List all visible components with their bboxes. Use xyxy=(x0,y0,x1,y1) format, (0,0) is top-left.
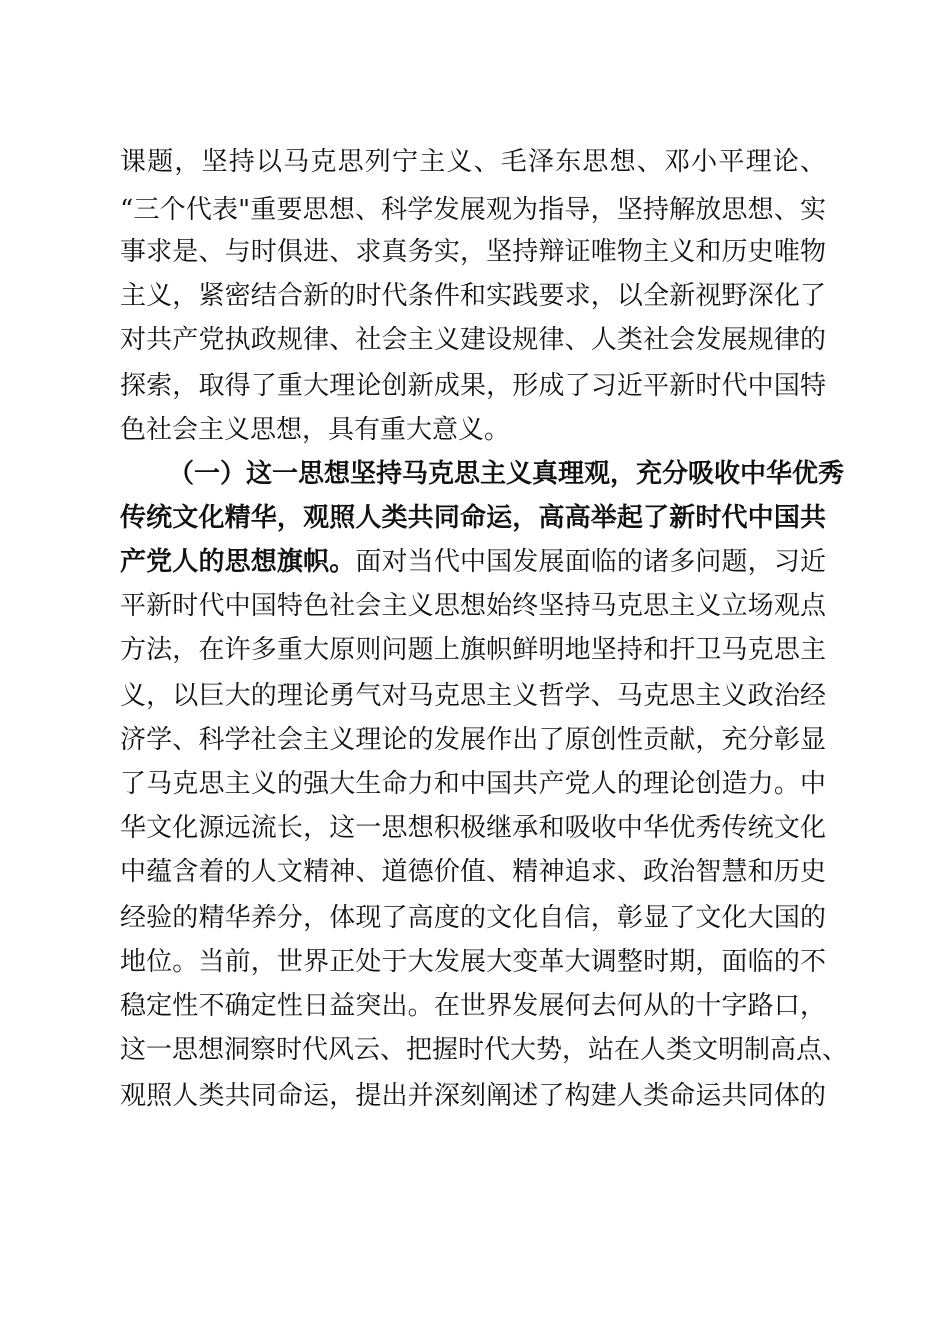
paragraph-2-line-10: 稳定性不确定性日益突出。在世界发展何去何从的十字路口， xyxy=(120,991,826,1021)
paragraph-2-heading-line-2: 传统文化精华，观照人类共同命运，高高举起了新时代中国共 xyxy=(120,503,826,533)
paragraph-2-line-5: 了马克思主义的强大生命力和中国共产党人的理论创造力。中 xyxy=(120,769,826,799)
paragraph-1-line-6: 探索，取得了重大理论创新成果，形成了习近平新时代中国特 xyxy=(120,371,826,401)
paragraph-2-line-6: 华文化源远流长，这一思想积极继承和吸收中华优秀传统文化 xyxy=(120,813,826,843)
paragraph-2-line-2: 方法，在许多重大原则问题上旗帜鲜明地坚持和扞卫马克思主 xyxy=(120,635,826,665)
paragraph-2-body-start: 面对当代中国发展面临的诸多问题，习近 xyxy=(355,547,826,577)
paragraph-2-heading-line-1: （一）这一思想坚持马克思主义真理观，充分吸收中华优秀 xyxy=(168,459,845,489)
paragraph-1-line-1: 课题，坚持以马克思列宁主义、毛泽东思想、邓小平理论、 xyxy=(120,147,826,177)
paragraph-2-heading-line-3 xyxy=(120,542,826,582)
paragraph-2-line-9: 地位。当前，世界正处于大发展大变革大调整时期，面临的不 xyxy=(120,947,826,977)
paragraph-2-heading-end: 产党人的思想旗帜。 xyxy=(120,547,356,577)
paragraph-2-line-1: 平新时代中国特色社会主义思想始终坚持马克思主义立场观点 xyxy=(120,591,826,621)
paragraph-2-line-12: 观照人类共同命运，提出并深刻阐述了构建人类命运共同体的 xyxy=(120,1081,826,1111)
paragraph-1-line-2: “三个代表"重要思想、科学发展观为指导，坚持解放思想、实 xyxy=(120,195,826,225)
paragraph-1-line-5: 对共产党执政规律、社会主义建设规律、人类社会发展规律的 xyxy=(120,325,826,355)
paragraph-1-line-3: 事求是、与时俱进、求真务实，坚持辩证唯物主义和历史唯物 xyxy=(120,237,826,267)
paragraph-2-line-7: 中蕴含着的人文精神、道德价值、精神追求、政治智慧和历史 xyxy=(120,857,826,887)
paragraph-1-line-4: 主义，紧密结合新的时代条件和实践要求，以全新视野深化了 xyxy=(120,281,826,311)
paragraph-2-line-11: 这一思想洞察时代风云、把握时代大势，站在人类文明制高点、 xyxy=(120,1035,849,1065)
paragraph-2-line-8: 经验的精华养分，体现了高度的文化自信，彰显了文化大国的 xyxy=(120,903,826,933)
paragraph-2-line-4: 济学、科学社会主义理论的发展作出了原创性贡献，充分彰显 xyxy=(120,725,826,755)
paragraph-2-line-3: 义，以巨大的理论勇气对马克思主义哲学、马克思主义政治经 xyxy=(120,681,826,711)
paragraph-1-line-7: 色社会主义思想，具有重大意义。 xyxy=(120,415,511,445)
